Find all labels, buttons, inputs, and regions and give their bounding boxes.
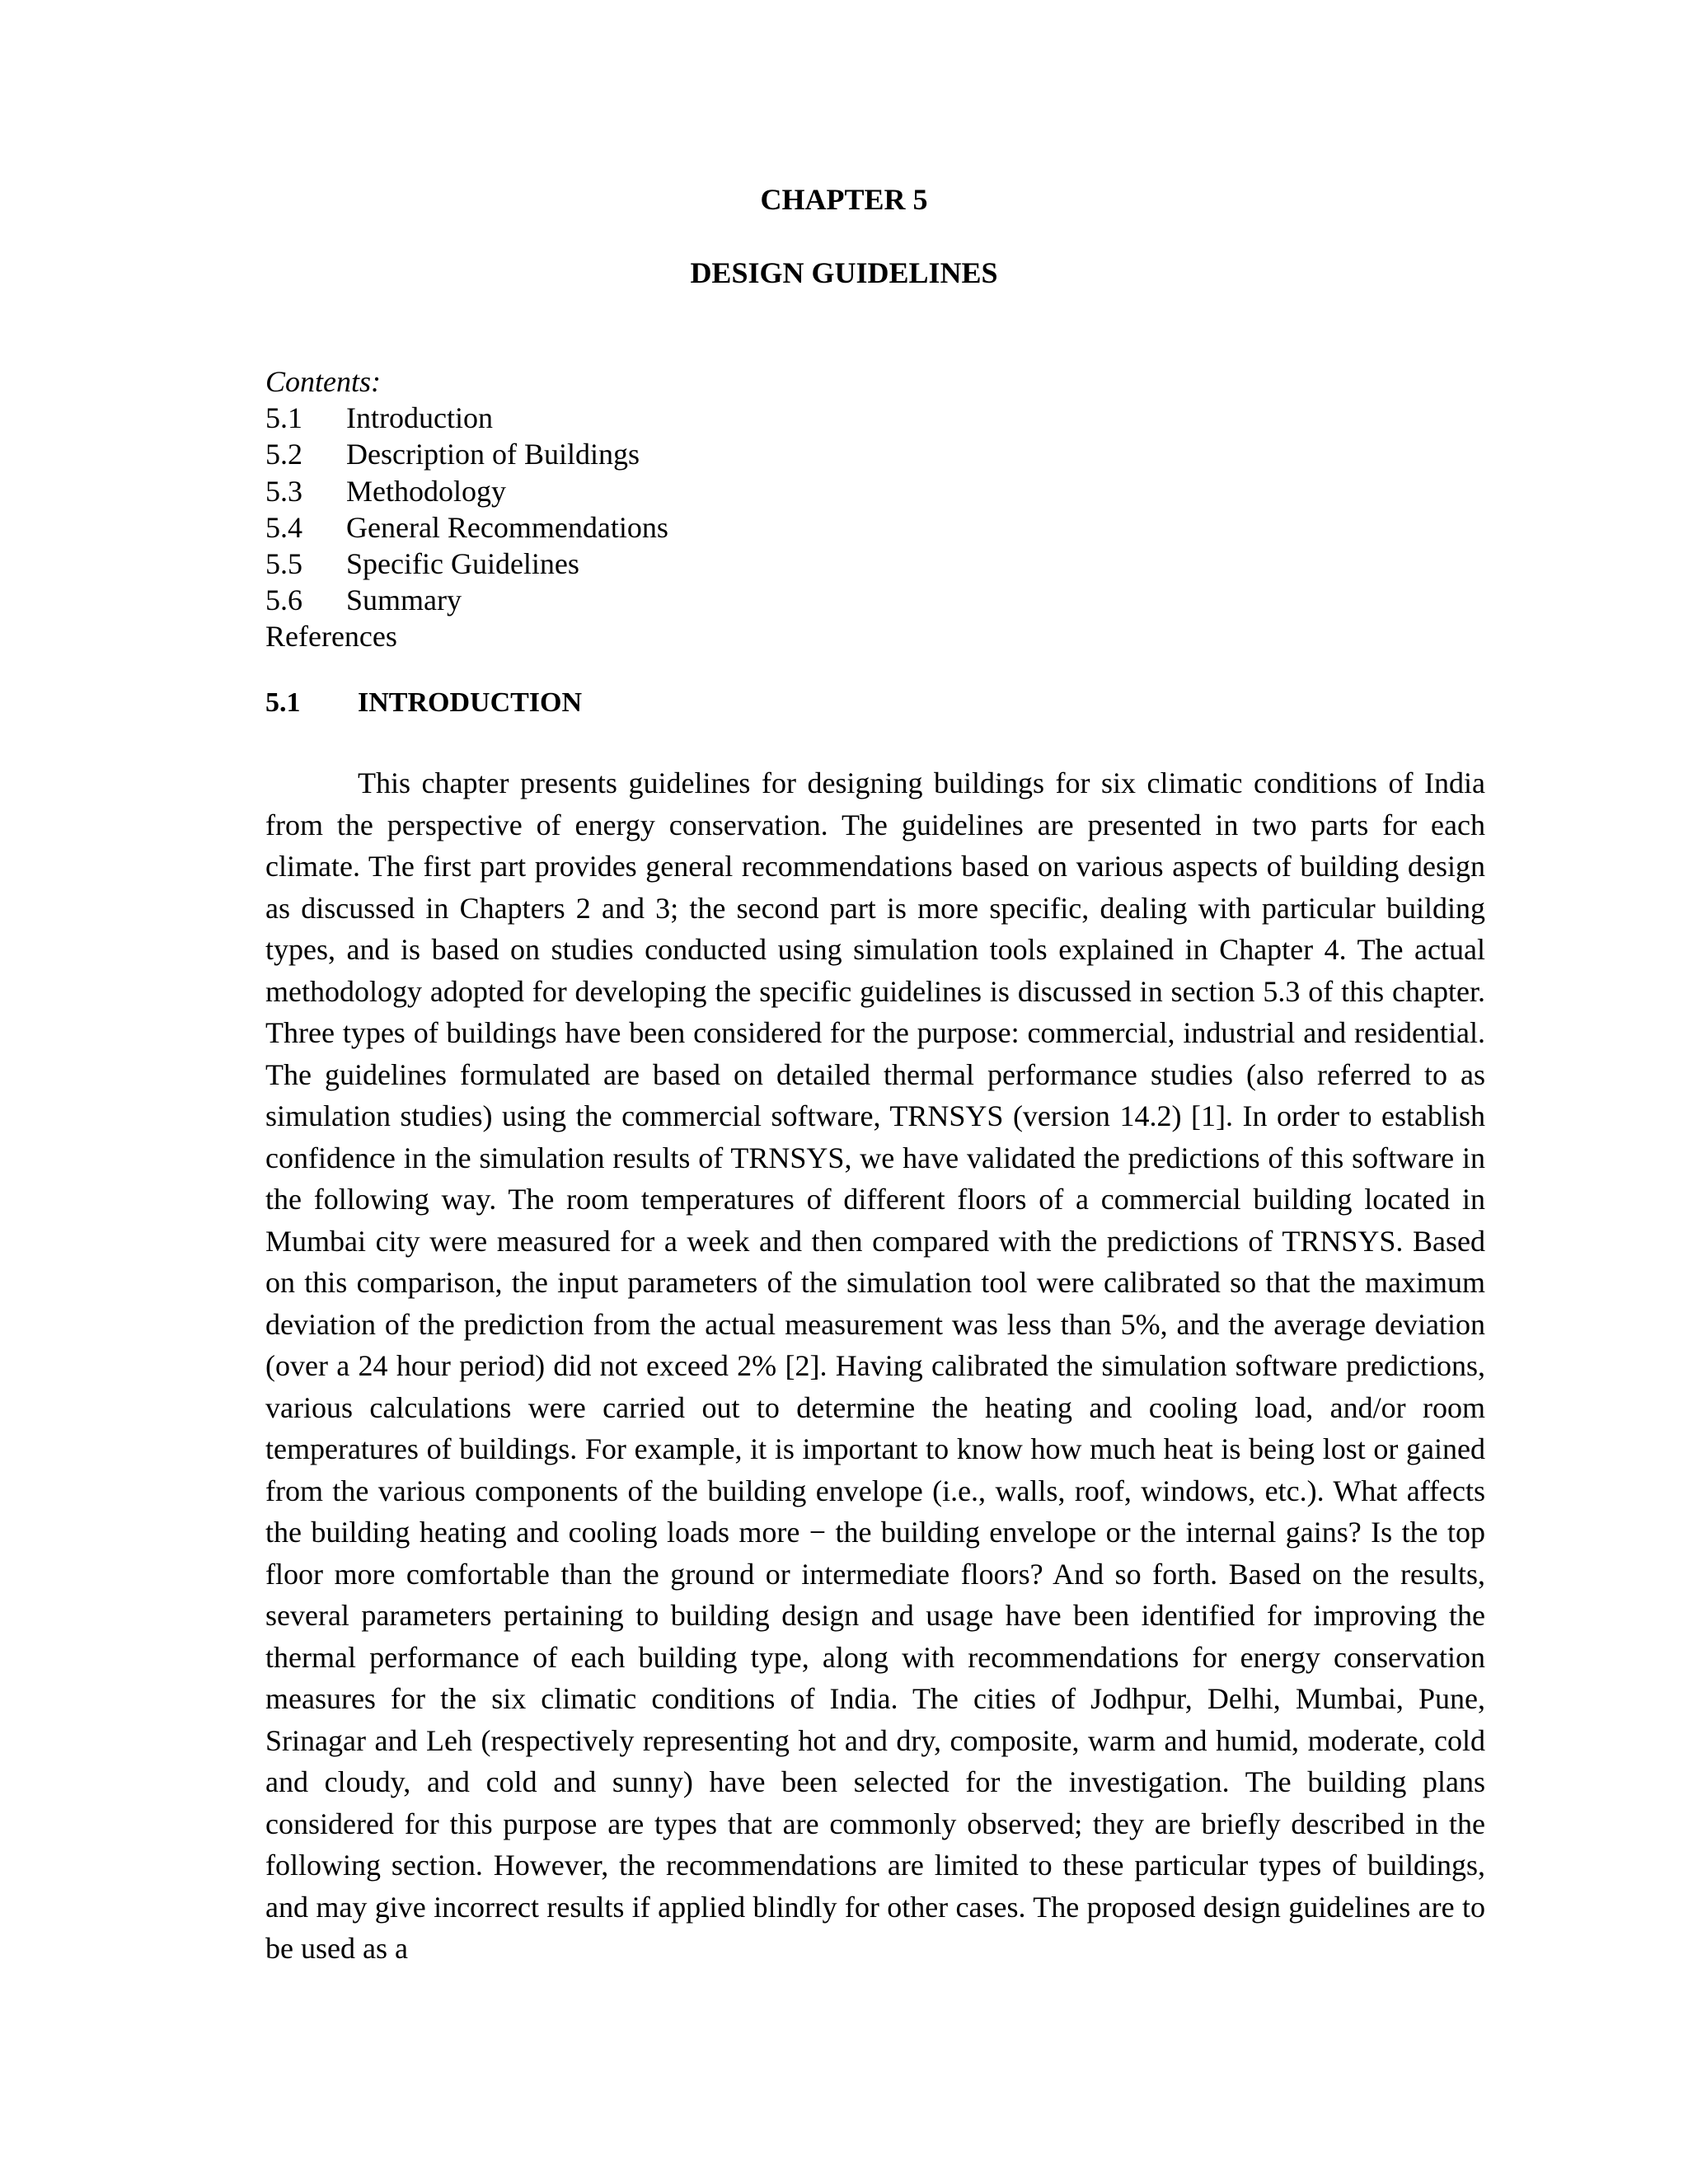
- toc-references-label: References: [265, 620, 397, 654]
- toc-item-number: 5.3: [265, 474, 302, 508]
- section-heading: [265, 685, 582, 721]
- chapter-title: DESIGN GUIDELINES: [690, 256, 998, 289]
- toc-item-number: 5.5: [265, 547, 302, 581]
- toc-item-title: Methodology: [346, 474, 506, 508]
- introduction-paragraph: This chapter presents guidelines for designing buildings for six climatic conditions of India from the perspective of energy conservation. The guidelines are presented in two parts for each climate. The first part provides general recommendations based on various aspects of building design as discussed in Chapters 2 and 3; the second part is more specific, dealing with particular building types, and is based on studies conducted using simulation tools explained in Chapter 4. The actual methodology adopted for developing the specific guidelines is discussed in section 5.3 of this chapter. Three types of buildings have been considered for the purpose: commercial, industrial and residential. The guidelines formulated are based on detailed thermal performance studies (also referred to as simulation studies) using the commercial software, TRNSYS (version 14.2) [1]. In order to establish confidence in the simulation results of TRNSYS, we have validated the predictions of this software in the following way. The room temperatures of different floors of a commercial building located in Mumbai city were measured for a week and then compared with the predictions of TRNSYS. Based on this comparison, the input parameters of the simulation tool were calibrated so that the maximum deviation of the prediction from the actual measurement was less than 5%, and the average deviation (over a 24 hour period) did not exceed 2% [2]. Having calibrated the simulation software predictions, various calculations were carried out to determine the heating and cooling load, and/or room temperatures of buildings. For example, it is important to know how much heat is being lost or gained from the various components of the building envelope (i.e., walls, roof, windows, etc.). What affects the building heating and cooling loads more − the building envelope or the internal gains? Is the top floor more comfortable than the ground or intermediate floors? And so forth. Based on the results, several parameters pertaining to building design and usage have been identified for improving the thermal performance of each building type, along with recommendations for energy conservation measures for the six climatic conditions of India. The cities of Jodhpur, Delhi, Mumbai, Pune, Srinagar and Leh (respectively representing hot and dry, composite, warm and humid, moderate, cold and cloudy, and cold and sunny) have been selected for the investigation. The building plans considered for this purpose are types that are commonly observed; they are briefly described in the following section. However, the recommendations are limited to these particular types of buildings, and may give incorrect results if applied blindly for other cases. The proposed design guidelines are to be used as a: [265, 766, 1485, 1965]
- section-title: INTRODUCTION: [358, 687, 583, 718]
- toc-item-number: 5.2: [265, 438, 302, 471]
- toc-item-title: Summary: [346, 583, 462, 617]
- toc-item-title: Description of Buildings: [346, 438, 640, 471]
- chapter-number: CHAPTER 5: [760, 183, 928, 216]
- toc-item: [265, 436, 668, 472]
- toc-item: [265, 400, 668, 436]
- table-of-contents: [265, 363, 668, 655]
- contents-label: Contents:: [265, 365, 381, 398]
- toc-item: [265, 582, 668, 618]
- toc-list: [265, 400, 668, 654]
- toc-references: [265, 618, 668, 654]
- toc-item-number: 5.4: [265, 510, 302, 544]
- toc-item-title: Introduction: [346, 401, 493, 435]
- toc-item-title: General Recommendations: [346, 510, 668, 544]
- toc-item: [265, 546, 668, 582]
- toc-item-title: Specific Guidelines: [346, 547, 579, 581]
- toc-item: [265, 473, 668, 509]
- toc-item-number: 5.6: [265, 583, 302, 617]
- toc-item-number: 5.1: [265, 401, 302, 435]
- toc-item: [265, 509, 668, 546]
- section-number: 5.1: [265, 687, 301, 718]
